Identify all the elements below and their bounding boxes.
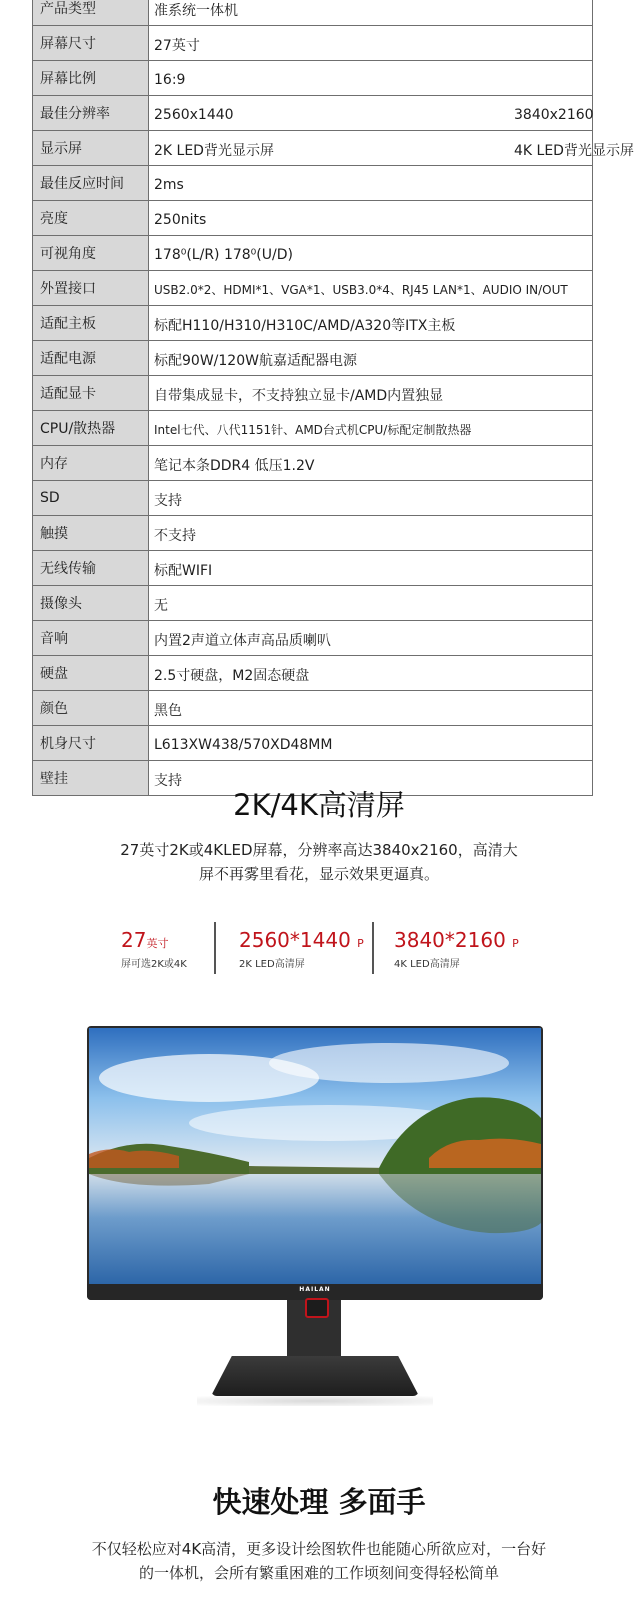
spec-row xyxy=(33,26,593,61)
spec-value xyxy=(149,481,593,516)
desc-line: 屏不再雾里看花，显示效果更逼真。 xyxy=(198,865,439,883)
spec-row xyxy=(33,656,593,691)
brand-logo: HAILAN xyxy=(299,1286,331,1293)
desc-line: 不仅轻松应对4K高清，更多设计绘图软件也能随心所欲应对，一台好 xyxy=(91,1540,547,1558)
spec-value xyxy=(149,446,593,481)
spec-key: 显示屏 xyxy=(33,131,149,166)
spec-value xyxy=(149,516,593,551)
section-desc-hd-screen xyxy=(100,838,538,886)
spec-row xyxy=(33,166,593,201)
spec-key: 音响 xyxy=(33,621,149,656)
spec-key: CPU/散热器 xyxy=(33,411,149,446)
cable-hole xyxy=(305,1298,329,1318)
spec-row xyxy=(33,236,593,271)
section-desc-multitask xyxy=(60,1537,578,1585)
base-shadow xyxy=(197,1396,433,1406)
spec-key: 外置接口 xyxy=(33,271,149,306)
cloud xyxy=(269,1043,509,1083)
spec-value xyxy=(149,26,593,61)
spec-key: 摄像头 xyxy=(33,586,149,621)
spec-key: 触摸 xyxy=(33,516,149,551)
spec-key: 壁挂 xyxy=(33,761,149,796)
monitor-screen-landscape xyxy=(89,1028,541,1284)
spec-row xyxy=(33,341,593,376)
spec-row xyxy=(33,516,593,551)
spec-value-text: 2K LED背光显示屏 xyxy=(154,142,274,159)
stat-value: 2560*1440 P xyxy=(239,928,364,952)
spec-value xyxy=(149,586,593,621)
spec-value xyxy=(149,271,593,306)
spec-row xyxy=(33,376,593,411)
spec-value-text: 178⁰(L/R) 178⁰(U/D) xyxy=(154,246,293,263)
spec-table xyxy=(32,0,634,796)
spec-value-text: 250nits xyxy=(154,211,207,228)
spec-row xyxy=(33,61,593,96)
spec-row xyxy=(33,131,593,166)
spec-row xyxy=(33,691,593,726)
spec-value xyxy=(149,341,593,376)
spec-row xyxy=(33,586,593,621)
spec-value xyxy=(149,656,593,691)
spec-value xyxy=(149,726,593,761)
spec-value xyxy=(149,131,634,166)
spec-value-text: 无 xyxy=(154,597,168,614)
spec-key: 内存 xyxy=(33,446,149,481)
spec-value-text: 标配WIFI xyxy=(154,562,213,579)
spec-key: 最佳反应时间 xyxy=(33,166,149,201)
monitor-illustration xyxy=(87,1026,543,1406)
spec-value xyxy=(149,0,593,26)
spec-value-text: 2ms xyxy=(154,176,184,193)
spec-row xyxy=(33,551,593,586)
spec-value-text: Intel七代、八代1151针、AMD台式机CPU/标配定制散热器 xyxy=(154,423,472,437)
spec-row xyxy=(33,726,593,761)
spec-key: 颜色 xyxy=(33,691,149,726)
stat-caption: 屏可选2K或4K xyxy=(121,959,187,970)
section-title-hd-screen: 2K/4K高清屏 xyxy=(233,788,405,822)
spec-key: 最佳分辨率 xyxy=(33,96,149,131)
spec-value-text: 不支持 xyxy=(154,527,196,544)
spec-value xyxy=(149,691,593,726)
spec-key: 硬盘 xyxy=(33,656,149,691)
monitor-stand-base xyxy=(211,1356,419,1396)
spec-value xyxy=(149,236,593,271)
spec-value-text: 16:9 xyxy=(154,71,186,88)
spec-key: 产品类型 xyxy=(33,0,149,26)
spec-row xyxy=(33,271,593,306)
spec-value-text: USB2.0*2、HDMI*1、VGA*1、USB3.0*4、RJ45 LAN*1、AUDIO IN/OUT xyxy=(154,283,568,297)
spec-row xyxy=(33,621,593,656)
spec-value-text: 笔记本条DDR4 低压1.2V xyxy=(154,457,315,474)
section-title-multitask: 快速处理 多面手 xyxy=(212,1485,426,1519)
spec-value xyxy=(149,306,593,341)
stat-caption: 2K LED高清屏 xyxy=(239,959,305,970)
spec-key: 机身尺寸 xyxy=(33,726,149,761)
spec-key: SD xyxy=(33,481,149,516)
spec-key: 适配电源 xyxy=(33,341,149,376)
spec-value-text: L613XW438/570XD48MM xyxy=(154,736,333,753)
stat-caption: 4K LED高清屏 xyxy=(394,959,460,970)
spec-value-text: 自带集成显卡，不支持独立显卡/AMD内置独显 xyxy=(154,387,444,404)
landscape-image xyxy=(89,1028,541,1284)
spec-value xyxy=(149,96,593,131)
spec-value xyxy=(149,201,593,236)
spec-value xyxy=(149,621,593,656)
stat-4k xyxy=(394,928,519,972)
spec-key: 适配主板 xyxy=(33,306,149,341)
spec-key: 屏幕比例 xyxy=(33,61,149,96)
stat-divider xyxy=(372,922,374,974)
spec-value xyxy=(149,551,593,586)
spec-value-text: 支持 xyxy=(154,492,182,509)
spec-value-text: 黑色 xyxy=(154,702,182,719)
stats-row xyxy=(0,922,638,976)
spec-value xyxy=(149,376,593,411)
stat-value: 27英寸 xyxy=(121,928,169,952)
spec-value xyxy=(149,166,593,201)
spec-key: 屏幕尺寸 xyxy=(33,26,149,61)
spec-value-text: 2.5寸硬盘，M2固态硬盘 xyxy=(154,667,310,684)
spec-value-text: 支持 xyxy=(154,772,182,789)
spec-row xyxy=(33,411,593,446)
desc-line: 27英寸2K或4KLED屏幕，分辨率高达3840x2160，高清大 xyxy=(120,841,518,859)
stat-2k xyxy=(239,928,364,972)
spec-row xyxy=(33,446,593,481)
spec-value-text: 4K LED背光显示屏 xyxy=(514,142,634,159)
spec-key: 亮度 xyxy=(33,201,149,236)
spec-row xyxy=(33,306,593,341)
spec-value-text: 标配H110/H310/H310C/AMD/A320等ITX主板 xyxy=(154,317,456,334)
spec-row xyxy=(33,201,593,236)
spec-value-text: 内置2声道立体声高品质喇叭 xyxy=(154,632,331,649)
spec-value-text: 3840x2160 xyxy=(514,106,594,123)
stat-value: 3840*2160 P xyxy=(394,928,519,952)
spec-key: 适配显卡 xyxy=(33,376,149,411)
spec-value xyxy=(149,411,593,446)
spec-key: 可视角度 xyxy=(33,236,149,271)
stat-size xyxy=(121,928,187,972)
spec-value-text: 准系统一体机 xyxy=(154,2,238,19)
spec-row xyxy=(33,0,593,26)
spec-row xyxy=(33,481,593,516)
spec-key: 无线传输 xyxy=(33,551,149,586)
desc-line: 的一体机，会所有繁重困难的工作顷刻间变得轻松简单 xyxy=(138,1564,499,1582)
spec-value xyxy=(149,61,593,96)
spec-row xyxy=(33,96,593,131)
spec-value-text: 标配90W/120W航嘉适配器电源 xyxy=(154,352,357,369)
spec-value-text: 27英寸 xyxy=(154,37,200,54)
spec-value-text: 2560x1440 xyxy=(154,106,234,123)
stat-divider xyxy=(214,922,216,974)
